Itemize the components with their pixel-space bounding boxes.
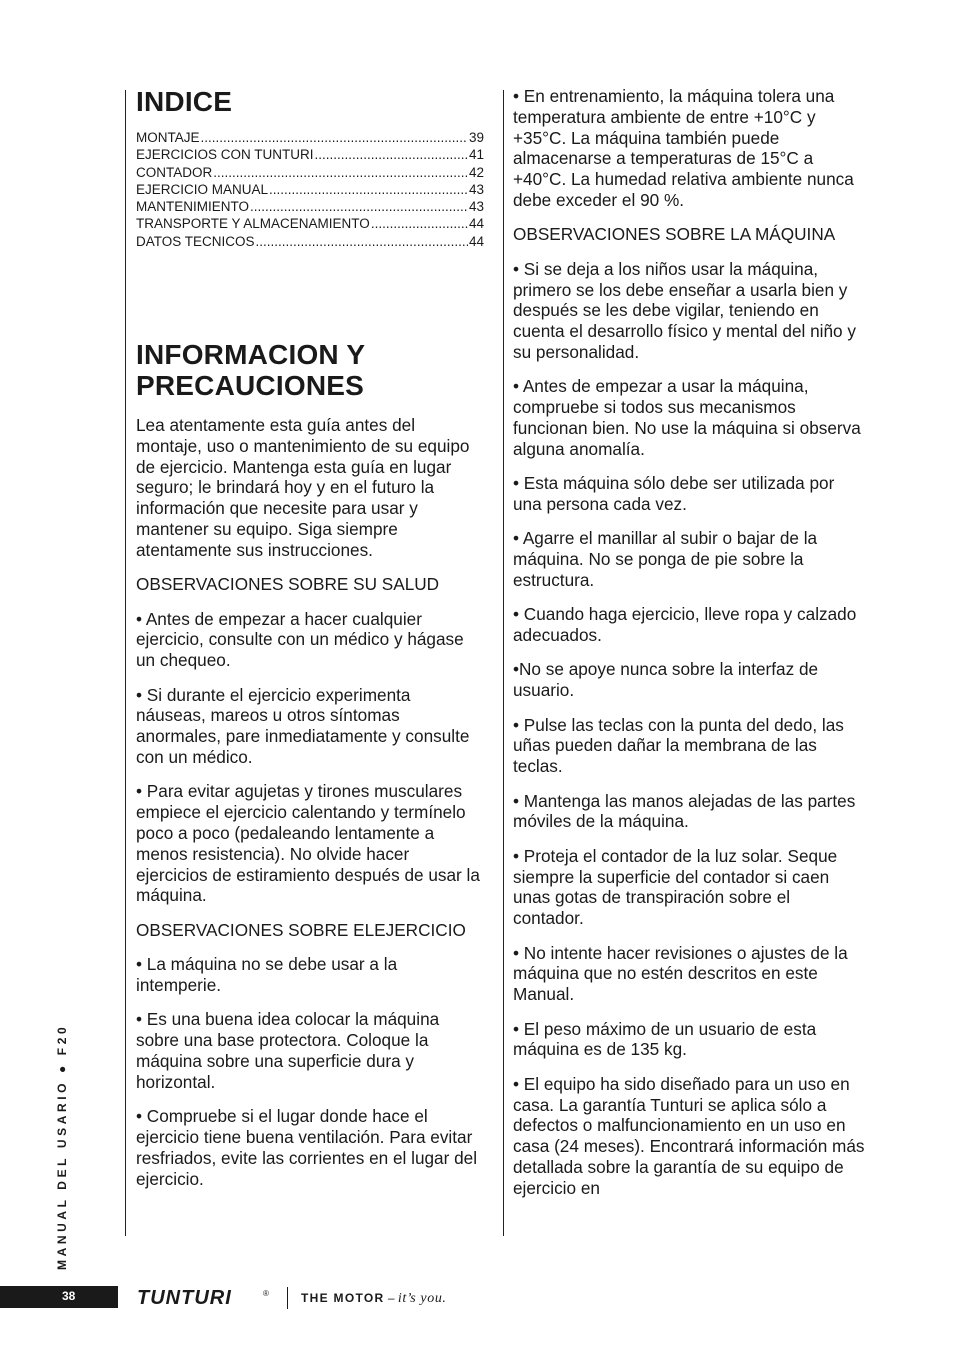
paragraph: Lea atentamente esta guía antes del montaje, uso o mantenimiento de su equipo de ejercicio. Mantenga esta guía en lugar seguro; le brindará hoy y en el futuro la información que necesite para usar y mantener su equipo. Siga siempre atentamente sus instrucciones. [136, 415, 470, 560]
paragraph: •No se apoye nunca sobre la interfaz de usuario. [513, 659, 819, 701]
side-manual-label: MANUAL DEL USARIO ● F20 [55, 1023, 69, 1270]
toc-page: 39 [468, 130, 484, 145]
toc-page: 44 [468, 216, 484, 232]
toc-entry[interactable] [136, 146, 484, 163]
toc-leader [250, 198, 468, 215]
section-title-line-1: INFORMACION Y [136, 339, 366, 371]
indice-title: INDICE [136, 86, 233, 117]
paragraph: • Es una buena idea colocar la máquina sobre una base protectora. Coloque la máquina sobre una superficie dura y horizontal. [136, 1009, 440, 1092]
table-of-contents [136, 129, 484, 250]
subheading: OBSERVACIONES SOBRE LA MÁQUINA [513, 224, 836, 245]
paragraph: • Pulse las teclas con la punta del dedo, las uñas pueden dañar la membrana de las teclas. [513, 714, 844, 777]
paragraph: • Antes de empezar a usar la máquina, compruebe si todos sus mecanismos funcionan bien. No use la máquina si observa alguna anomalía. [513, 376, 861, 459]
toc-entry[interactable] [136, 198, 484, 215]
paragraph: • No intente hacer revisiones o ajustes de la máquina que no estén descritos en este Manual. [513, 942, 848, 1005]
tagline-you: it’s you. [397, 1291, 447, 1306]
toc-label: MONTAJE [136, 130, 200, 145]
toc-label: CONTADOR [136, 164, 213, 180]
paragraph: • En entrenamiento, la máquina tolera una temperatura ambiente de entre +10°C y +35°C. La máquina también puede almacenarse a temperaturas de 15°C a +40°C. La humedad relativa ambiente nunca debe exceder el 90 %. [513, 86, 854, 210]
footer-divider [287, 1287, 288, 1309]
center-column-rule [503, 90, 504, 1236]
paragraph: • El peso máximo de un usuario de esta máquina es de 135 kg. [513, 1018, 817, 1060]
paragraph: • Compruebe si el lugar donde hace el ejercicio tiene buena ventilación. Para evitar resfriados, evite las corrientes en el lugar del ejercicio. [136, 1106, 478, 1189]
tunturi-logo: TUNTURI [137, 1287, 232, 1309]
toc-entry[interactable] [136, 129, 484, 146]
toc-label: TRANSPORTE Y ALMACENAMIENTO [136, 216, 370, 232]
paragraph: • Proteja el contador de la luz solar. Seque siempre la superficie del contador si caen unas gotas de transpiración sobre el contador. [513, 845, 838, 929]
paragraph: • Antes de empezar a hacer cualquier ejercicio, consulte con un médico y hágase un chequeo. [136, 608, 464, 671]
toc-label: MANTENIMIENTO [136, 199, 250, 215]
paragraph: • El equipo ha sido diseñado para un uso en casa. La garantía Tunturi se aplica sólo a defectos o malfuncionamiento en un uso en casa (24 meses). Encontrará información más detallada sobre la garantía de su equipo de ejercicio en [513, 1073, 865, 1198]
paragraph: • Cuando haga ejercicio, lleve ropa y calzado adecuados. [513, 604, 857, 646]
page-number: 38 [62, 1289, 76, 1303]
footer-page-bar [0, 1286, 118, 1308]
subheading: OBSERVACIONES SOBRE SU SALUD [136, 574, 440, 595]
toc-page: 43 [468, 181, 484, 197]
tagline-motor: THE MOTOR [301, 1291, 385, 1305]
toc-entry[interactable] [136, 233, 484, 250]
section-title-line-2: PRECAUCIONES [136, 370, 364, 402]
toc-page: 43 [468, 199, 484, 215]
toc-page: 44 [468, 233, 484, 249]
paragraph: • Si se deja a los niños usar la máquina, primero se los debe enseñar a usarla bien y después se les debe vigilar, teniendo en cuenta el desarrollo físico y mental del niño y su personalidad. [513, 258, 856, 362]
toc-entry[interactable] [136, 164, 484, 181]
toc-entry[interactable] [136, 181, 484, 198]
section-title [136, 339, 484, 401]
left-column-rule [125, 90, 126, 1236]
toc-leader [371, 215, 468, 232]
toc-label: EJERCICIOS CON TUNTURI [136, 147, 314, 163]
subheading: OBSERVACIONES SOBRE ELEJERCICIO [136, 919, 466, 940]
toc-entry[interactable] [136, 215, 484, 232]
right-column [513, 86, 865, 1212]
paragraph: • Para evitar agujetas y tirones musculares empiece el ejercicio calentando y termínelo poco a poco (pedaleando lentamente a menos resistencia). No olvide hacer ejercicios de estiramiento después de usar la máquina. [136, 781, 480, 906]
toc-label: DATOS TECNICOS [136, 233, 255, 249]
toc-label: EJERCICIO MANUAL [136, 181, 269, 197]
toc-leader [213, 164, 468, 181]
toc-leader [315, 146, 468, 163]
tagline-dash: – [384, 1291, 398, 1305]
registered-mark: ® [263, 1289, 269, 1298]
toc-leader [269, 181, 468, 198]
toc-leader [256, 233, 468, 250]
toc-leader [201, 129, 468, 146]
paragraph: • Agarre el manillar al subir o bajar de la máquina. No se ponga de pie sobre la estructura. [513, 528, 818, 590]
paragraph: • Mantenga las manos alejadas de las partes móviles de la máquina. [513, 790, 856, 832]
left-column [136, 86, 484, 1203]
toc-page: 41 [468, 147, 484, 163]
paragraph: • Esta máquina sólo debe ser utilizada por una persona cada vez. [513, 473, 835, 514]
tagline [301, 1291, 447, 1307]
paragraph: • Si durante el ejercicio experimenta náuseas, mareos u otros síntomas anormales, pare inmediatamente y consulte con un médico. [136, 684, 470, 768]
paragraph: • La máquina no se debe usar a la intemperie. [136, 954, 398, 995]
toc-page: 42 [468, 164, 484, 180]
